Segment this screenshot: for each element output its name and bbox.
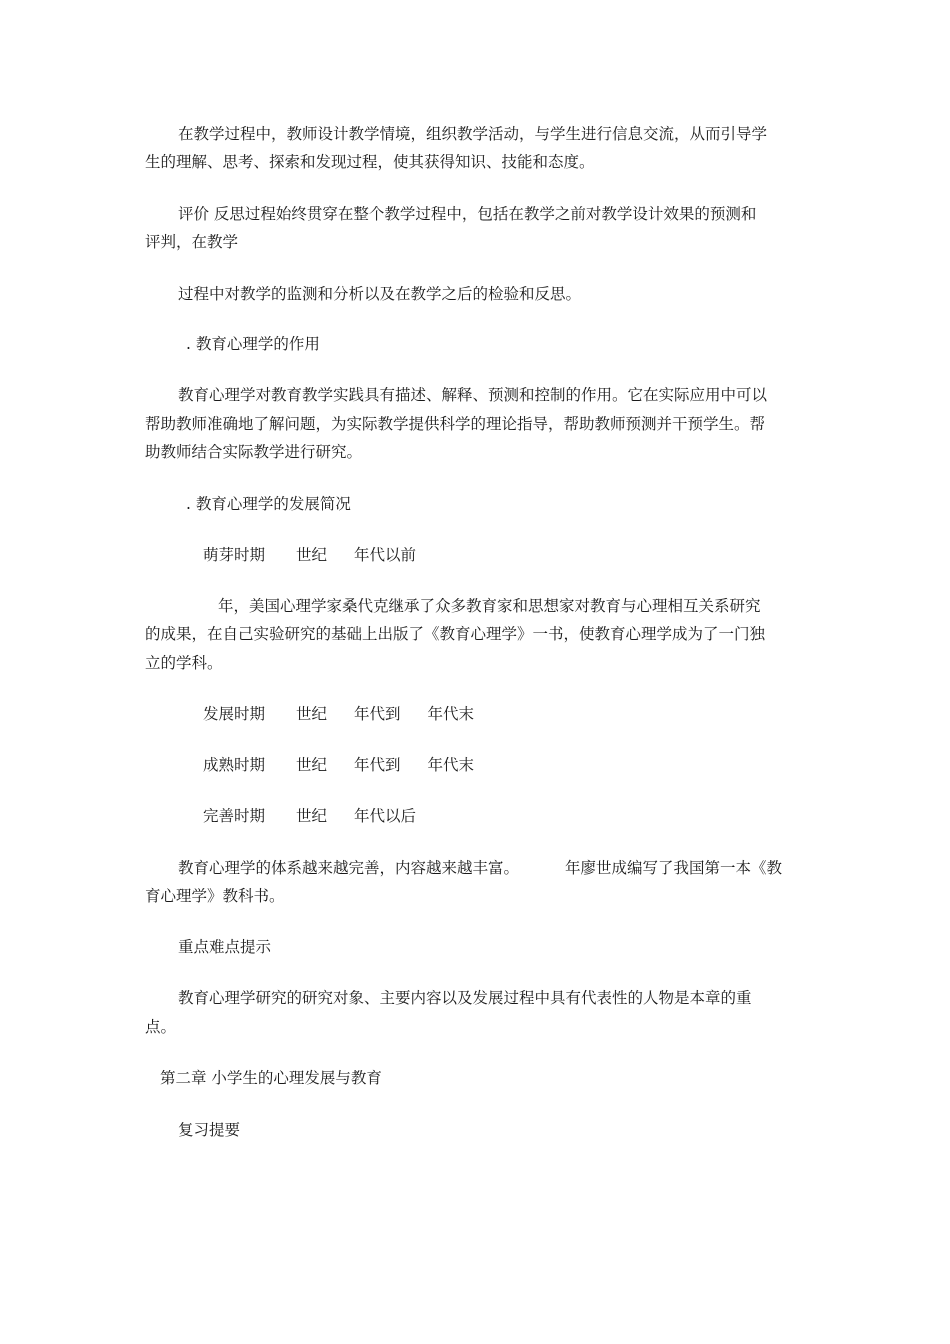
- period-years-start: 年代到: [354, 756, 401, 774]
- period-name: 发展时期: [203, 705, 266, 723]
- paragraph-line: 的成果，在自己实验研究的基础上出版了《教育心理学》一书，使教育心理学成为了一门独: [145, 625, 766, 643]
- paragraph-line: 在教学过程中，教师设计教学情境，组织教学活动，与学生进行信息交流，从而引导学: [178, 125, 768, 143]
- period-line: [203, 806, 873, 826]
- paragraph-text: 年廖世成编写了我国第一本《教: [565, 859, 783, 877]
- paragraph-line: 生的理解、思考、探索和发现过程，使其获得知识、技能和态度。: [145, 153, 595, 171]
- period-name: 完善时期: [203, 807, 266, 825]
- paragraph-line: 评判，在教学: [145, 233, 239, 251]
- period-line: [203, 704, 873, 724]
- period-line: [203, 545, 873, 565]
- section-heading: . 教育心理学的发展简况: [186, 495, 351, 513]
- period-century: 世纪: [296, 705, 328, 723]
- paragraph-line: 过程中对教学的监测和分析以及在教学之后的检验和反思。: [178, 285, 582, 303]
- paragraph-line: 年，美国心理学家桑代克继承了众多教育家和思想家对教育与心理相互关系研究: [218, 597, 761, 615]
- period-century: 世纪: [296, 756, 328, 774]
- section-heading: 重点难点提示: [178, 938, 272, 956]
- period-years-start: 年代到: [354, 705, 401, 723]
- section-heading: 复习提要: [178, 1121, 241, 1139]
- section-heading: . 教育心理学的作用: [186, 335, 320, 353]
- period-century: 世纪: [296, 546, 328, 564]
- paragraph-line: 帮助教师准确地了解问题，为实际教学提供科学的理论指导，帮助教师预测并干预学生。帮: [145, 415, 766, 433]
- period-line: [203, 755, 873, 775]
- paragraph-line: 助教师结合实际教学进行研究。: [145, 443, 363, 461]
- period-years: 年代以前: [354, 546, 417, 564]
- paragraph-line: 立的学科。: [145, 654, 223, 672]
- chapter-title: 第二章 小学生的心理发展与教育: [160, 1069, 382, 1087]
- paragraph-line: 育心理学》教科书。: [145, 887, 285, 905]
- paragraph-line: 教育心理学对教育教学实践具有描述、解释、预测和控制的作用。它在实际应用中可以: [178, 386, 768, 404]
- paragraph-line: 教育心理学研究的研究对象、主要内容以及发展过程中具有代表性的人物是本章的重: [178, 989, 752, 1007]
- paragraph-line: 评价 反思过程始终贯穿在整个教学过程中，包括在教学之前对教学设计效果的预测和: [178, 205, 757, 223]
- period-years: 年代以后: [354, 807, 417, 825]
- paragraph-text: 教育心理学的体系越来越完善，内容越来越丰富。: [178, 859, 520, 877]
- period-years-end: 年代末: [427, 756, 475, 774]
- paragraph-line: [178, 858, 848, 878]
- period-name: 萌芽时期: [203, 546, 266, 564]
- period-century: 世纪: [296, 807, 328, 825]
- period-years-end: 年代末: [427, 705, 475, 723]
- period-name: 成熟时期: [203, 756, 266, 774]
- paragraph-line: 点。: [145, 1018, 177, 1036]
